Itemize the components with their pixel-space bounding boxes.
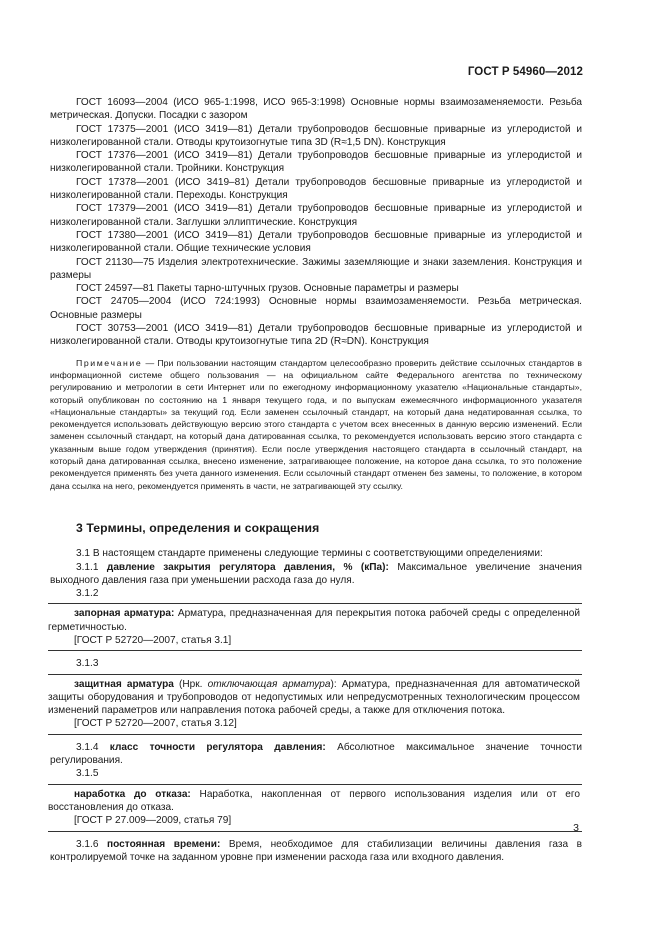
term-3-1-4 xyxy=(50,741,582,768)
term-3-1-6 xyxy=(50,838,582,865)
reference-item: ГОСТ 30753—2001 (ИСО 3419—81) Детали трубопроводов бесшовные приварные из углеродистой и низколегированной стали. Отводы крутоизогнутые типа 2D (R≈DN). Конструкция xyxy=(50,323,582,348)
term-box-3-1-5 xyxy=(48,784,582,832)
document-code-header: ГОСТ Р 54960—2012 xyxy=(467,66,583,78)
term-number: 3.1.6 xyxy=(76,838,99,850)
reference-item: ГОСТ 17378—2001 (ИСО 3419–81) Детали трубопроводов бесшовные приварные из углеродистой и низколегированной стали. Переходы. Конструкция xyxy=(50,176,582,202)
term-name: наработка до отказа: xyxy=(74,788,191,800)
page-number: 3 xyxy=(573,822,579,834)
term-3-1-1 xyxy=(50,561,582,588)
term-deprecated-synonym: отключающая арматура xyxy=(207,678,331,690)
section-heading: 3 Термины, определения и сокращения xyxy=(76,520,320,535)
normative-references-list xyxy=(50,96,582,349)
term-source: [ГОСТ Р 52720—2007, статья 3.1] xyxy=(74,634,232,646)
term-note-prefix: (Нрк. xyxy=(173,678,208,690)
reference-item: ГОСТ 17380—2001 (ИСО 3419—81) Детали трубопроводов бесшовные приварные из углеродистой и низколегированной стали. Общие технические условия xyxy=(50,229,582,255)
note-label: Примечание xyxy=(76,357,143,368)
term-3-1-2 xyxy=(48,607,580,634)
term-definition: Арматура, предназначенная для перекрытия потока рабочей среды с определенной герметичностью. xyxy=(48,608,580,633)
term-definition: ): Арматура, предназначенная для автоматической защиты оборудования и трубопроводов от недопустимых или непредусмотренных технологическим процессом изменений параметров или направления потока рабочей среды, а также для отключения потока. xyxy=(48,678,581,717)
term-box-3-1-2 xyxy=(48,603,582,651)
term-number: 3.1.2 xyxy=(76,588,99,600)
term-definition: Максимальное увеличение значения выходного давления газа при уменьшении расхода газа до нуля. xyxy=(50,561,582,586)
note-paragraph xyxy=(50,357,582,492)
document-body xyxy=(50,96,582,864)
term-name: постоянная времени: xyxy=(107,838,221,850)
term-number: 3.1.3 xyxy=(76,658,99,670)
reference-item: ГОСТ 24705—2004 (ИСО 724:1993) Основные нормы взаимозаменяемости. Резьба метрическая. Основные размеры xyxy=(50,296,582,321)
term-name: класс точности регулятора давления: xyxy=(109,741,326,753)
term-3-1-5 xyxy=(48,788,580,815)
term-name: запорная арматура: xyxy=(74,608,175,620)
reference-item: ГОСТ 17379—2001 (ИСО 3419—81) Детали трубопроводов бесшовные приварные из углеродистой и низколегированной стали. Заглушки эллиптические. Конструкция xyxy=(50,203,582,228)
term-source: [ГОСТ Р 52720—2007, статья 3.12] xyxy=(74,718,237,730)
term-number: 3.1.5 xyxy=(76,768,99,780)
term-name: давление закрытия регулятора давления, % (кПа): xyxy=(106,561,389,573)
term-source: [ГОСТ Р 27.009—2009, статья 79] xyxy=(74,815,232,827)
term-number: 3.1.1 xyxy=(76,561,99,573)
term-definition: Время, необходимое для стабилизации величины давления газа в контролируемой точке на заданном уровне при изменении расхода газа или входного давления. xyxy=(50,838,583,863)
term-3-1-3 xyxy=(48,678,580,718)
term-name: защитная арматура xyxy=(74,678,174,690)
note-text: — При пользовании настоящим стандартом целесообразно проверить действие ссылочных стандартов в информационной системе общего пользования — на официальном сайте Федерального агентства по техническому регулированию и метрологии в сети Интернет или по ежегодному информационному указателю «Национальные стандарты», который опубликован по состоянию на 1 января текущего года, и по выпускам ежемесячного информационного указателя «Национальные стандарты» за текущий год. Если заменен ссылочный стандарт, на который дана недатированная ссылка, то рекомендуется использовать действующую версию этого стандарта с учетом всех внесенных в данную версию изменений. Если заменен ссылочный стандарт, на который дана датированная ссылка, то рекомендуется использовать версию этого стандарта с указанным выше годом утверждения (принятия). Если после утверждения настоящего стандарта в ссылочный стандарт, на который дана датированная ссылка, внесено изменение, затрагивающее положение, на которое дана ссылка, то это положение рекомендуется применять без учета данного изменения. Если ссылочный стандарт отменен без замены, то положение, в котором дана ссылка на него, рекомендуется применять в части, не затрагивающей эту ссылку. xyxy=(50,357,582,491)
reference-item: ГОСТ 17375—2001 (ИСО 3419—81) Детали трубопроводов бесшовные приварные из углеродистой и низколегированной стали. Отводы крутоизогнутые типа 3D (R≈1,5 DN). Конструкция xyxy=(50,123,582,148)
reference-item: ГОСТ 17376—2001 (ИСО 3419—81) Детали трубопроводов бесшовные приварные из углеродистой и низколегированной стали. Тройники. Конструкция xyxy=(50,150,582,175)
term-box-3-1-3 xyxy=(48,674,582,735)
term-definition: Наработка, накопленная от первого использования изделия или от его восстановления до отказа. xyxy=(48,788,580,813)
reference-item: ГОСТ 24597—81 Пакеты тарно-штучных грузов. Основные параметры и размеры xyxy=(76,283,459,295)
reference-item: ГОСТ 21130—75 Изделия электротехнические. Зажимы заземляющие и знаки заземления. Конструкция и размеры xyxy=(50,256,582,281)
term-number: 3.1.4 xyxy=(76,741,99,753)
term-definition: Абсолютное максимальное значение точности регулирования. xyxy=(50,741,582,767)
section-intro: 3.1 В настоящем стандарте применены следующие термины с соответствующими определениями: xyxy=(76,548,543,560)
reference-item: ГОСТ 16093—2004 (ИСО 965-1:1998, ИСО 965-3:1998) Основные нормы взаимозаменяемости. Резьба метрическая. Допуски. Посадки с зазором xyxy=(50,97,582,122)
